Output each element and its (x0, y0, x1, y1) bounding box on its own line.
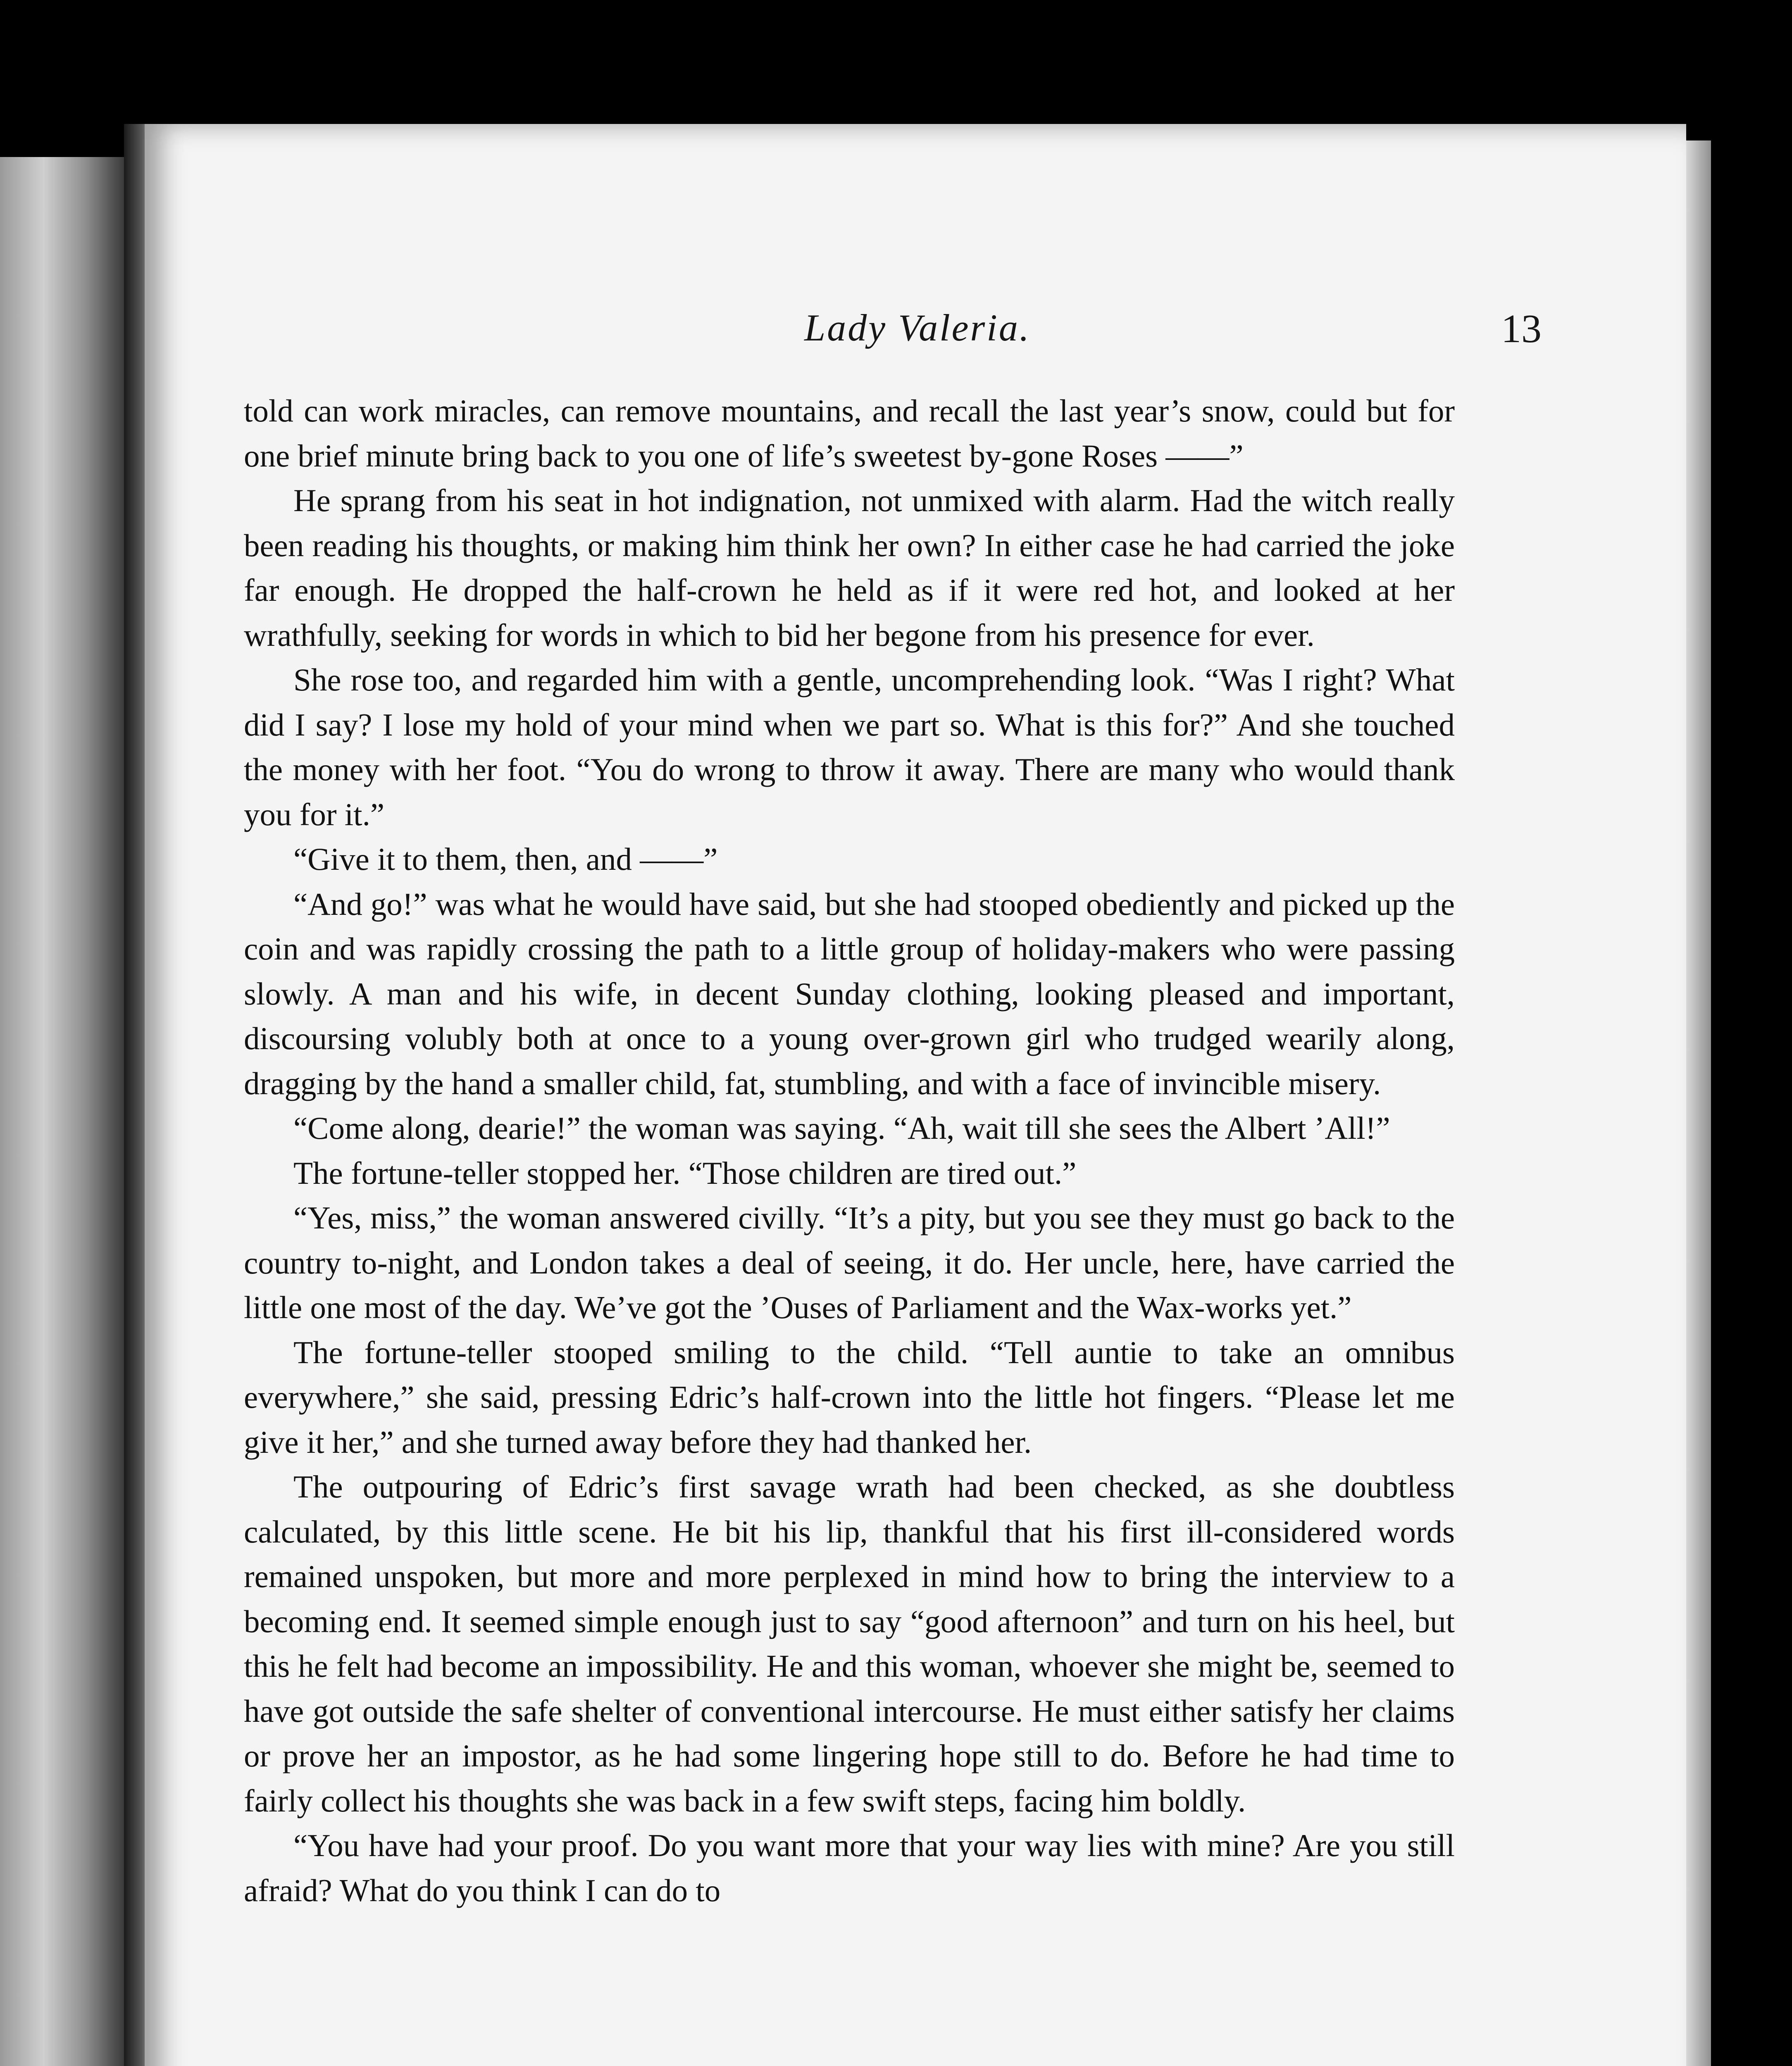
paragraph: He sprang from his seat in hot indignation, not unmixed with alarm. Had the witch really been reading his thoughts, or making him think her own? In either case he had carried the joke far enough. He dropped the half-crown he held as if it were red hot, and looked at her wrathfully, seeking for words in which to bid her begone from his presence for ever. (244, 483, 1455, 653)
paragraph: “Yes, miss,” the woman answered civilly. “It’s a pity, but you see they must go back to the country to-night, and London takes a deal of seeing, it do. Her uncle, here, have carried the little one most of the day. We’ve got the ’Ouses of Parliament and the Wax-works yet.” (244, 1200, 1455, 1325)
book-page (145, 124, 1686, 2066)
paragraph-continued: told can work miracles, can remove mountains, and recall the last year’s snow, could but for one brief minute bring back to you one of life’s sweetest by-gone Roses ——” (244, 393, 1455, 474)
facing-page-edge (0, 157, 124, 2066)
page-fore-edge (1686, 140, 1711, 2066)
paragraph: She rose too, and regarded him with a gentle, uncomprehending look. “Was I right? What did I say? I lose my hold of your mind when we part so. What is this for?” And she touched the money with her foot. “You do wrong to throw it away. There are many who would thank you for it.” (244, 662, 1455, 832)
paragraph: “And go!” was what he would have said, but she had stooped obediently and picked up the coin and was rapidly crossing the path to a little group of holiday-makers who were passing slowly. A man and his wife, in decent Sunday clothing, looking pleased and important, discoursing volubly both at once to a young over-grown girl who trudged wearily along, dragging by the hand a smaller child, fat, stumbling, and with a face of invincible misery. (244, 886, 1455, 1101)
running-head (145, 306, 1686, 372)
page-number: 13 (1501, 307, 1542, 351)
paragraph: The outpouring of Edric’s first savage wrath had been checked, as she doubtless calculated, by this little scene. He bit his lip, thankful that his first ill-considered words remained unspoken, but more and more perplexed in mind how to bring the interview to a becoming end. It seemed simple enough just to say “good afternoon” and turn on his heel, but this he felt had become an impossibility. He and this woman, whoever she might be, seemed to have got outside the safe shelter of conventional intercourse. He must either satisfy her claims or prove her an impostor, as he had some lingering hope still to do. Before he had time to fairly collect his thoughts she was back in a few swift steps, facing him boldly. (244, 1469, 1455, 1818)
running-title: Lady Valeria. (804, 307, 1031, 349)
paragraph: “Give it to them, then, and ——” (293, 841, 718, 877)
paragraph: “You have had your proof. Do you want more that your way lies with mine? Are you still afraid? What do you think I can do to (244, 1828, 1455, 1908)
paragraph: The fortune-teller stooped smiling to the child. “Tell auntie to take an omnibus everywhere,” she said, pressing Edric’s half-crown into the little hot fingers. “Please let me give it her,” and she turned away before they had thanked her. (244, 1334, 1455, 1460)
paragraph: “Come along, dearie!” the woman was saying. “Ah, wait till she sees the Albert ’All!” (293, 1110, 1390, 1146)
paragraph: The fortune-teller stopped her. “Those children are tired out.” (293, 1155, 1077, 1191)
body-text (244, 388, 1455, 1913)
